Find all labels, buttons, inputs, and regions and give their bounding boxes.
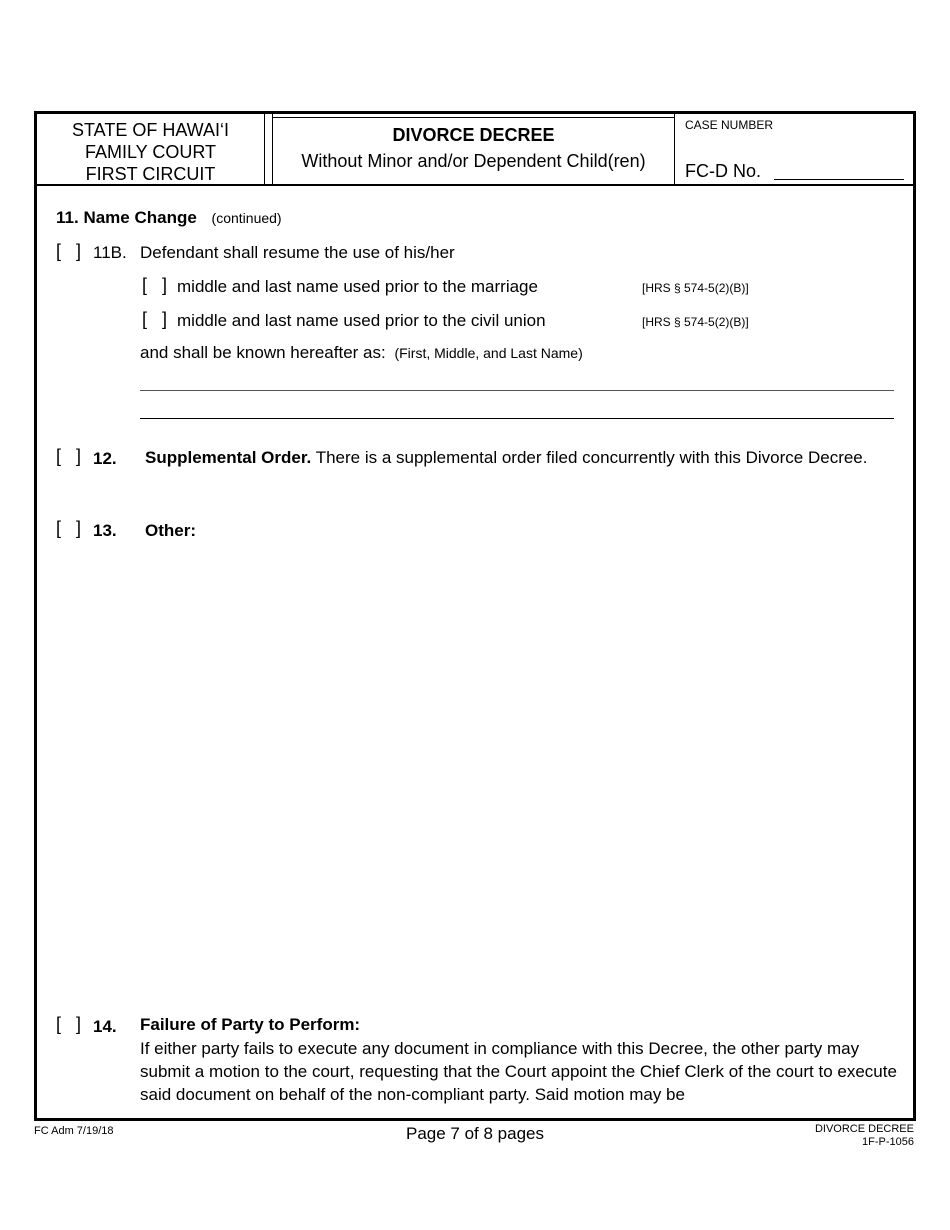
- option-marriage-text: middle and last name used prior to the marriage: [177, 277, 538, 296]
- section-14-title: Failure of Party to Perform:: [140, 1015, 361, 1034]
- new-name-field-2[interactable]: [140, 418, 894, 419]
- court-name-block: [37, 119, 264, 185]
- section-11b-text: Defendant shall resume the use of his/her: [140, 243, 455, 262]
- document-subtitle: Without Minor and/or Dependent Child(ren): [301, 151, 646, 171]
- option-civil-union-text: middle and last name used prior to the civil union: [177, 311, 546, 330]
- new-name-field-1[interactable]: [140, 390, 894, 391]
- section-11b-label: 11B.: [93, 243, 127, 262]
- section-12-title: Supplemental Order.: [145, 448, 312, 467]
- section-14-checkbox[interactable]: [ ]: [56, 1014, 82, 1034]
- section-12-number: 12.: [93, 449, 117, 468]
- header-divider-left: [264, 114, 265, 184]
- case-number-field[interactable]: [774, 179, 904, 180]
- option-marriage-checkbox[interactable]: [ ]: [142, 275, 168, 295]
- section-11-continued: (continued): [211, 210, 282, 226]
- footer-form-name: DIVORCE DECREE: [814, 1123, 914, 1135]
- header-title-top-rule: [272, 117, 674, 118]
- known-as-line: [140, 343, 583, 363]
- court-line: FAMILY COURT: [84, 142, 217, 162]
- section-13-number: 13.: [93, 521, 117, 540]
- document-title: DIVORCE DECREE: [392, 125, 555, 145]
- section-12-paragraph: [140, 446, 900, 469]
- case-number-label: CASE NUMBER: [685, 118, 774, 132]
- footer-page-number: Page 7 of 8 pages: [405, 1124, 544, 1143]
- frame-right-border: [913, 111, 916, 1121]
- section-12-checkbox[interactable]: [ ]: [56, 446, 82, 466]
- section-11b-checkbox[interactable]: [ ]: [56, 241, 82, 261]
- footer-form-date: FC Adm 7/19/18: [34, 1125, 114, 1137]
- section-12-text: There is a supplemental order filed concurrently with this Divorce Decree.: [315, 448, 868, 467]
- footer-form-id: [815, 1123, 914, 1149]
- section-11-heading: [56, 208, 282, 228]
- known-as-text: and shall be known hereafter as:: [140, 343, 386, 362]
- option-marriage-statute: [HRS § 574-5(2)(B)]: [642, 281, 749, 295]
- section-13-title: Other:: [145, 521, 196, 540]
- frame-left-border: [34, 111, 37, 1121]
- section-13-other-area[interactable]: [140, 545, 900, 1000]
- option-civil-union-statute: [HRS § 574-5(2)(B)]: [642, 315, 749, 329]
- option-civil-union-checkbox[interactable]: [ ]: [142, 309, 168, 329]
- frame-bottom-border: [34, 1118, 916, 1121]
- case-number-prefix: FC-D No.: [685, 161, 761, 181]
- footer-form-number: 1F-P-1056: [862, 1136, 914, 1148]
- header-divider-right: [674, 114, 675, 184]
- state-line: STATE OF HAWAI‘I: [72, 120, 229, 140]
- section-11-title: Name Change: [83, 208, 197, 227]
- section-13-checkbox[interactable]: [ ]: [56, 518, 82, 538]
- circuit-line: FIRST CIRCUIT: [85, 164, 216, 184]
- known-as-hint: (First, Middle, and Last Name): [394, 345, 583, 361]
- section-14-number: 14.: [93, 1017, 117, 1036]
- section-11-number: 11.: [56, 208, 79, 227]
- section-14-text: If either party fails to execute any document in compliance with this Decree, the other party may submit a motion to the court, requesting that the Court appoint the Chief Clerk of the court to execute said document on behalf of the non-compliant party. Said motion may be: [140, 1039, 897, 1104]
- frame-top-border: [34, 111, 916, 114]
